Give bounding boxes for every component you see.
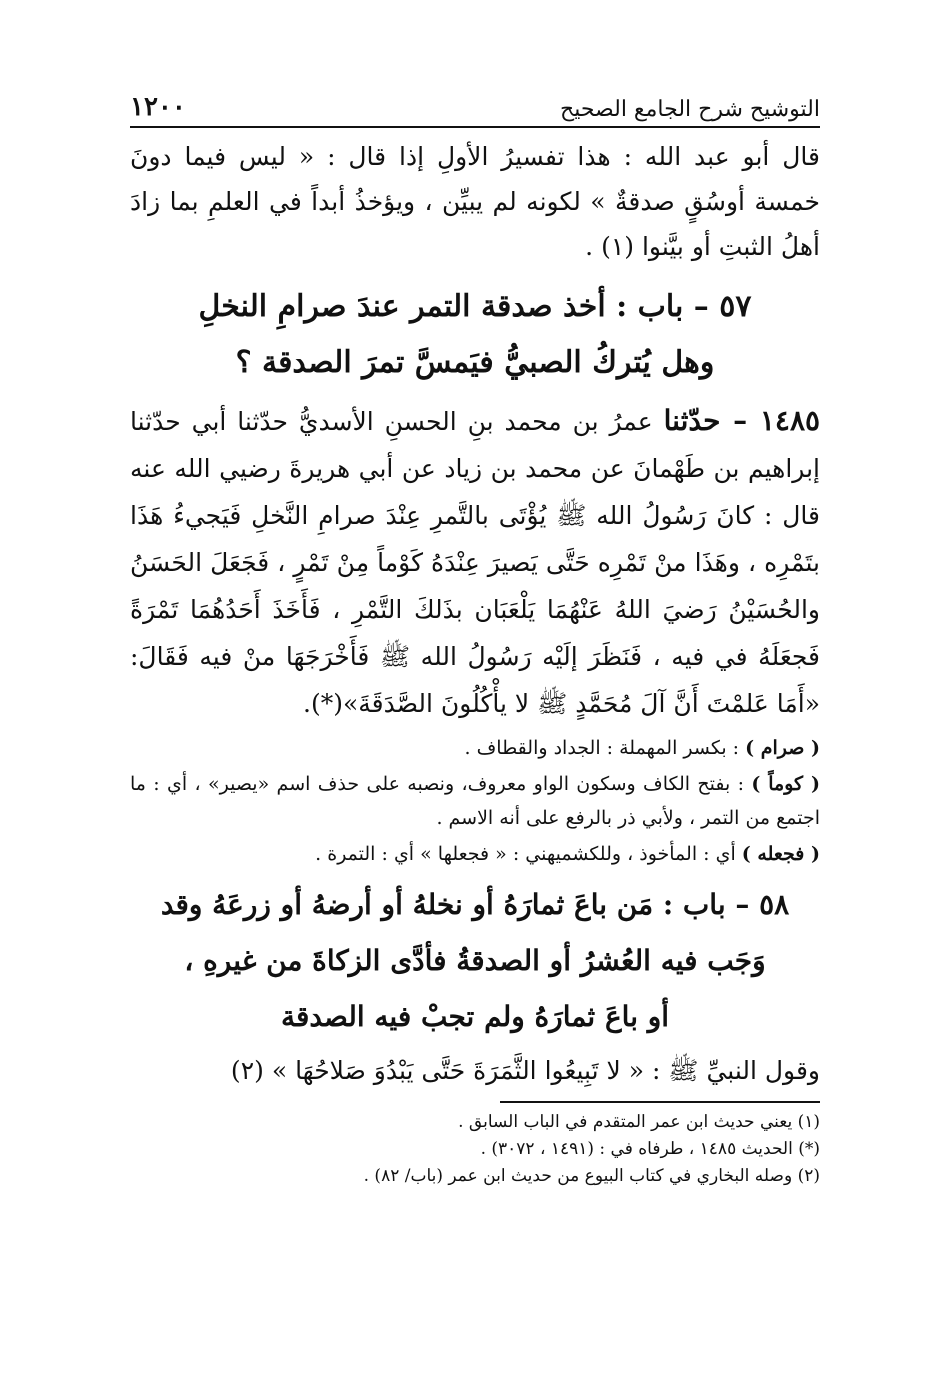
gloss-term: ( كوماً ) xyxy=(751,773,820,795)
footnote: (٢) وصله البخاري في كتاب البيوع من حديث ابن عمر (باب/ ٨٢) . xyxy=(363,1166,820,1186)
chapter-58-line-3: أو باعَ ثمارَهُ ولم تجبْ فيه الصدقة xyxy=(280,1000,670,1033)
gloss-item xyxy=(130,731,820,765)
hadith-body: عمرُ بن محمد بنِ الحسنِ الأسديُّ حدّثنا أبي حدّثنا إبراهيم بن طَهْمانَ عن محمد بن زياد عن أبي هريرةَ رضيي الله عنه قال : كانَ رَسُولُ الله ﷺ يُؤْتَى بالتَّمرِ عِنْدَ صرامِ النَّخلِ فَيَجيءُ هَذَا بتَمْرِه ، وهَذَا منْ تَمْرِه حَتَّى يَصيرَ عِنْدَهُ كَوْماً مِنْ تَمْرٍ ، فَجَعَلَ الحَسَنُ والحُسَيْنُ رَضيَ اللهُ عَنْهُمَا يَلْعَبَان بذَلكَ التَّمْرِ ، فَأَخَذَ أَحَدُهُمَا تَمْرَةً فَجعَلَهُ في فيه ، فَنَظَرَ إلَيْه رَسُولُ الله ﷺ فَأَخْرَجَهَا منْ فيه فَقَالَ: «أَمَا عَلمْتَ أَنَّ آلَ مُحَمَّدٍ ﷺ لا يأْكُلُونَ الصَّدَقَةَ»(*). xyxy=(130,407,820,718)
book-page xyxy=(130,78,820,1190)
hadith-1485 xyxy=(130,397,820,727)
opening-paragraph: قال أبو عبد الله : هذا تفسيرُ الأولِ إذا قال : « ليس فيما دونَ خمسة أوسُقٍ صدقةٌ » لكونه لم يبيِّن ، ويؤخذُ أبداً في العلمِ بما زادَ أهلُ الثبتِ أو بيَّنوا (١) . xyxy=(130,142,820,261)
gloss-item xyxy=(130,837,820,871)
gloss-item xyxy=(130,767,820,835)
chapter-58-line-1: ٥٨ – باب : مَن باعَ ثمارَهُ أو نخلهُ أو أرضهُ أو زرعَهُ وقد xyxy=(160,888,790,921)
gloss-text: : بفتح الكاف وسكون الواو معروف، ونصبه على حذف اسم «يصير» ، أي : ما اجتمع من التمر ، ولأبي ذر بالرفع على أنه الاسم . xyxy=(130,773,820,829)
chapter-58-heading xyxy=(130,877,820,1045)
footnote-divider xyxy=(500,1101,820,1103)
gloss-text: أي : المأخوذ ، وللكشميهني : « فجعلها » أي : التمرة . xyxy=(315,843,736,865)
gloss-term: ( فجعله ) xyxy=(741,843,820,865)
book-title: التوشيح شرح الجامع الصحيح xyxy=(560,97,820,122)
footnotes xyxy=(130,1109,820,1190)
glosses xyxy=(130,731,820,871)
running-header xyxy=(130,78,820,128)
hadith-number: ١٤٨٥ – حدّثنا xyxy=(663,404,821,437)
gloss-term: ( صرام ) xyxy=(745,737,820,759)
chapter-58-line-2: وَجَب فيه العُشرُ أو الصدقةُ فأدَّى الزكاةَ من غيرهِ ، xyxy=(184,944,766,977)
chapter-57-line-1: ٥٧ – باب : أخذ صدقة التمر عندَ صرامِ النخلِ xyxy=(198,289,752,324)
footnote: (*) الحديث ١٤٨٥ ، طرفاه في : (١٤٩١ ، ٣٠٧٢) . xyxy=(480,1139,820,1159)
chapter-57-line-2: وهل يُتركُ الصبيُّ فيَمسَّ تمرَ الصدقة ؟ xyxy=(235,345,715,380)
footnote: (١) يعني حديث ابن عمر المتقدم في الباب السابق . xyxy=(458,1112,820,1132)
chapter-57-heading xyxy=(130,279,820,391)
page-number: ١٢٠٠ xyxy=(130,92,186,122)
gloss-text: : بكسر المهملة : الجداد والقطاف . xyxy=(464,737,740,759)
closing-line: وقول النبيِّ ﷺ : « لا تَبِيعُوا الثَّمَرَةَ حَتَّى يَبْدُوَ صَلاحُهَا » (٢) xyxy=(230,1056,820,1085)
